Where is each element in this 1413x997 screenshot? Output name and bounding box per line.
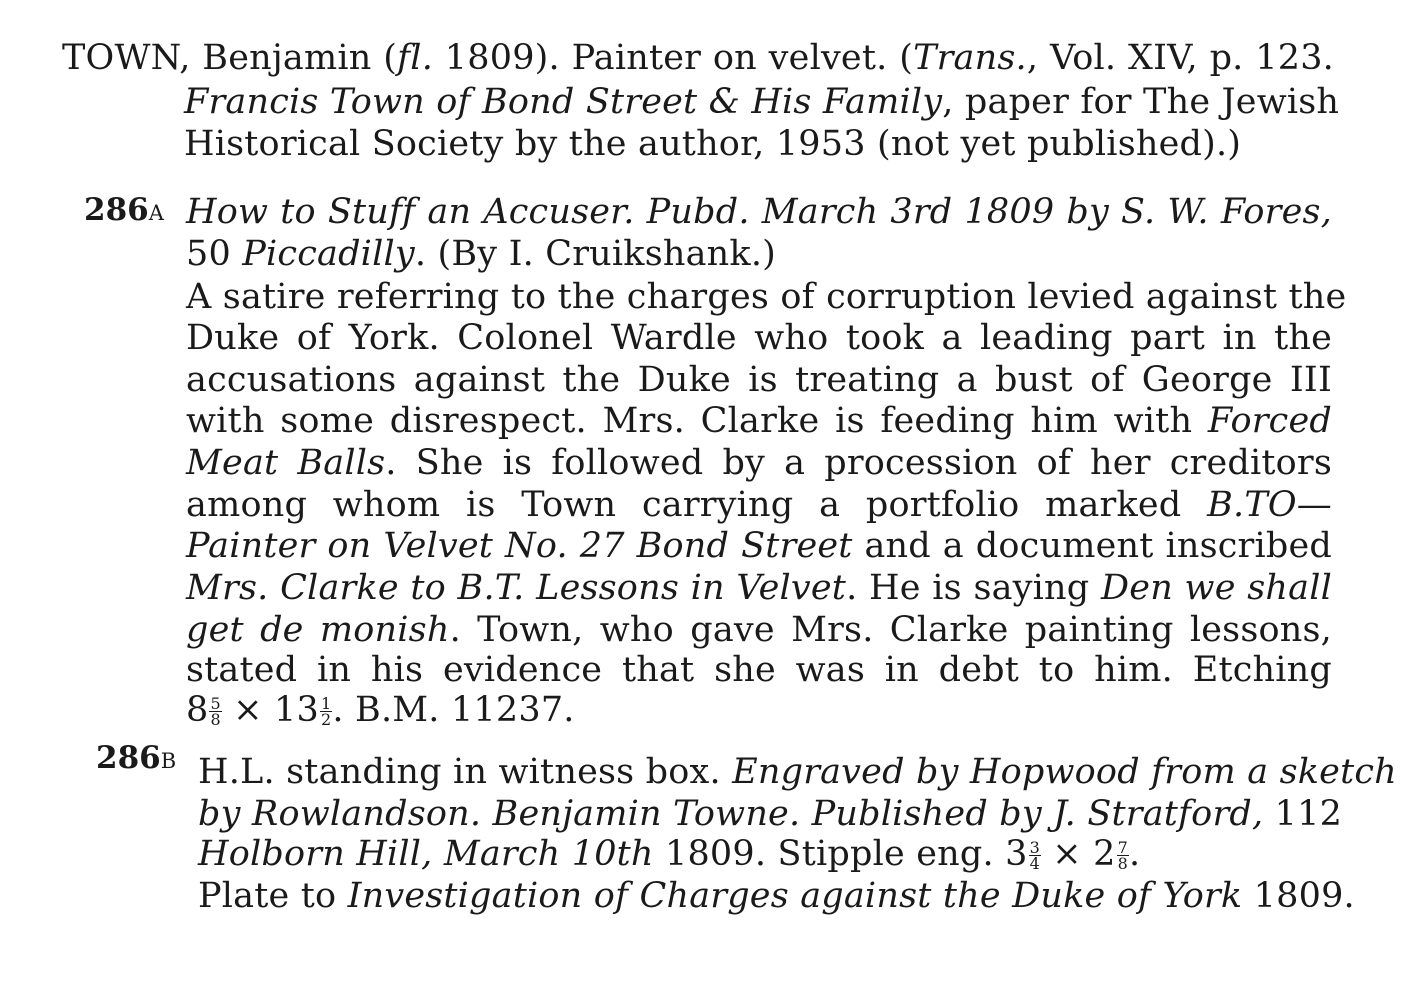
fraction-seven-eighths: $\frac{7}{8}$ bbox=[1117, 838, 1129, 873]
entry-286a-desc-line-6: among whom is Town carrying a portfolio marked B.TO— bbox=[186, 485, 1332, 525]
entry-286a-desc-line-8: Mrs. Clarke to B.T. Lessons in Velvet. He is saying Den we shall bbox=[186, 568, 1332, 608]
entry-286a-title-line-1: How to Stuff an Accuser. Pubd. March 3rd 1809 by S. W. Fores, bbox=[186, 192, 1332, 232]
fraction-one-half: $\frac{1}{2}$ bbox=[320, 694, 332, 729]
entry-number-286a: 286A bbox=[84, 192, 165, 228]
entry-286a-desc-line-7: Painter on Velvet No. 27 Bond Street and a document inscribed bbox=[186, 526, 1332, 566]
fraction-five-eighths: $\frac{5}{8}$ bbox=[210, 694, 221, 729]
entry-286b-line-1: H.L. standing in witness box. Engraved by Hopwood from a sketch bbox=[198, 752, 1397, 792]
entry-286a-desc-line-1: A satire referring to the charges of corruption levied against the bbox=[186, 277, 1347, 317]
entry-286a-desc-line-4: with some disrespect. Mrs. Clarke is feeding him with Forced bbox=[186, 401, 1332, 441]
fraction-three-quarters: $\frac{3}{4}$ bbox=[1029, 838, 1040, 873]
header-line-2: Francis Town of Bond Street & His Family, paper for The Jewish bbox=[184, 82, 1340, 122]
entry-286a-desc-line-5: Meat Balls. She is followed by a procession of her creditors bbox=[186, 443, 1332, 483]
entry-286b-line-4: Plate to Investigation of Charges against the Duke of York 1809. bbox=[198, 876, 1355, 916]
entry-286a-desc-line-11: 8 $\frac{5}{8}$ × 13 $\frac{1}{2}$ . B.M. 11237. bbox=[186, 690, 575, 730]
entry-286b-line-3: Holborn Hill, March 10th 1809. Stipple eng. 3 $\frac{3}{4}$ × 2 $\frac{7}{8}$ . bbox=[198, 834, 1141, 874]
entry-286b-line-2: by Rowlandson. Benjamin Towne. Published by J. Stratford, 112 bbox=[198, 794, 1343, 834]
header-line-1: TOWN, Benjamin (fl. 1809). Painter on velvet. (Trans., Vol. XIV, p. 123. bbox=[62, 38, 1335, 78]
entry-286a-title-line-2: 50 Piccadilly. (By I. Cruikshank.) bbox=[186, 234, 776, 274]
entry-number-286b: 286B bbox=[96, 740, 178, 776]
entry-286a-desc-line-2: Duke of York. Colonel Wardle who took a leading part in the bbox=[186, 318, 1332, 358]
entry-286a-desc-line-9: get de monish. Town, who gave Mrs. Clarke painting lessons, bbox=[186, 610, 1332, 650]
header-line-3: Historical Society by the author, 1953 (not yet published).) bbox=[184, 124, 1242, 164]
entry-286a-desc-line-10: stated in his evidence that she was in debt to him. Etching bbox=[186, 650, 1332, 690]
entry-286a-desc-line-3: accusations against the Duke is treating a bust of George III bbox=[186, 360, 1332, 400]
